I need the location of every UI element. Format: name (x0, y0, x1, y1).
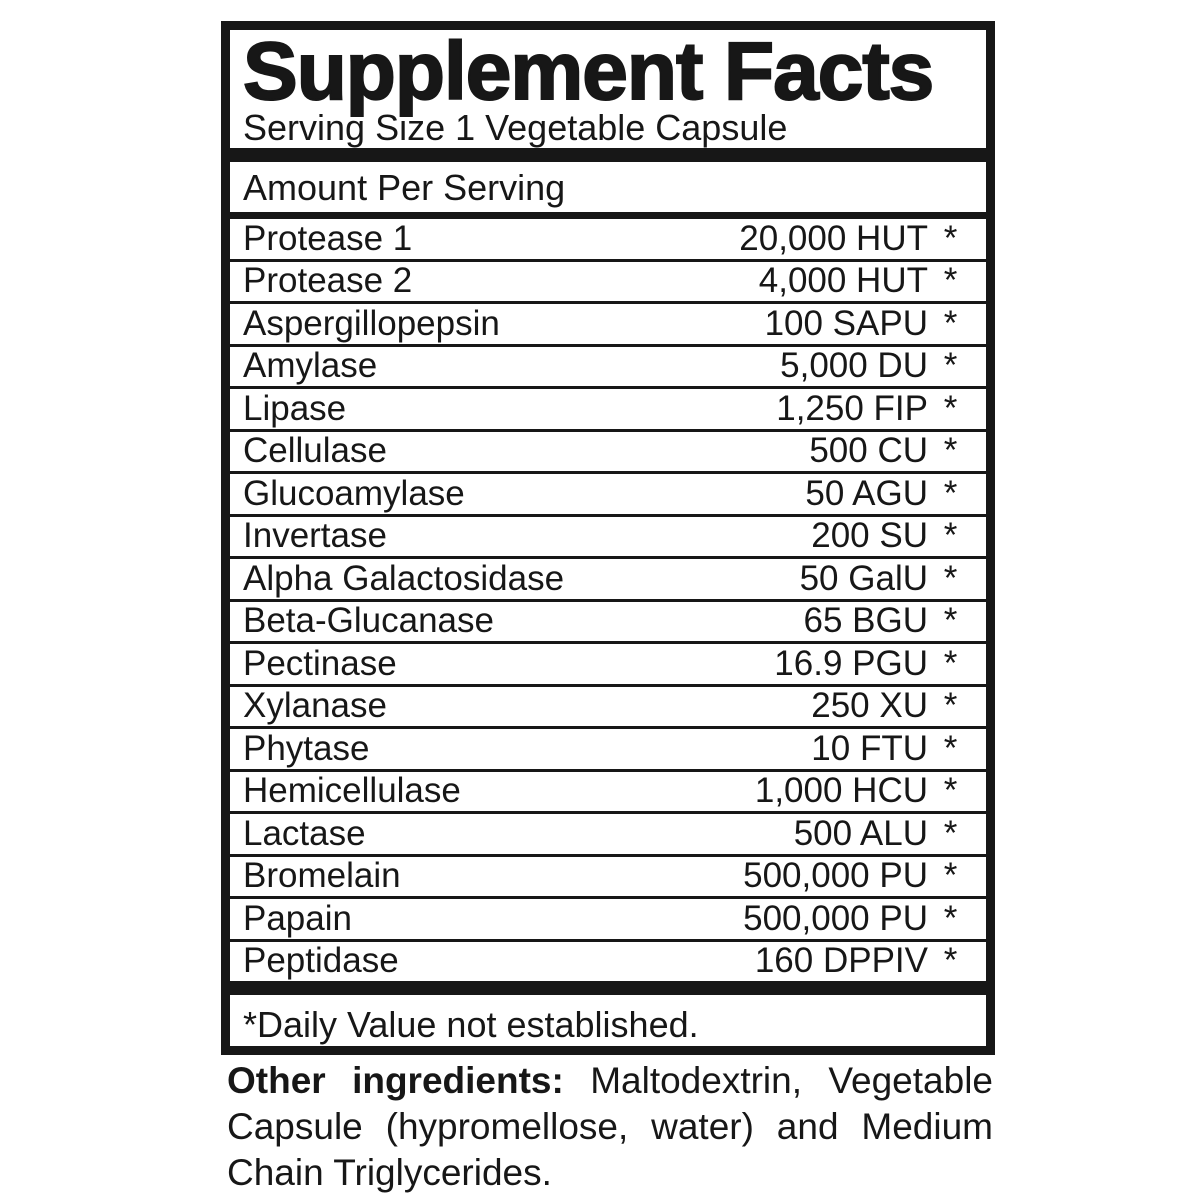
daily-value-asterisk: * (943, 261, 958, 301)
ingredient-name: Cellulase (243, 431, 387, 471)
ingredient-amount: 100 SAPU (764, 303, 928, 343)
daily-value-asterisk: * (943, 558, 958, 598)
ingredient-amount: 5,000 DU (780, 346, 928, 386)
ingredient-amount: 16.9 PGU (774, 643, 928, 683)
table-row (230, 729, 986, 772)
ingredient-amount: 20,000 HUT (739, 218, 928, 258)
daily-value-asterisk: * (943, 516, 958, 556)
ingredient-name: Bromelain (243, 856, 401, 896)
daily-value-asterisk: * (943, 813, 958, 853)
daily-value-asterisk: * (943, 431, 958, 471)
supplement-facts-panel (221, 21, 995, 1055)
table-row (230, 602, 986, 645)
serving-size-text: Serving Size 1 Vegetable Capsule (243, 107, 788, 148)
ingredient-name: Glucoamylase (243, 473, 465, 513)
ingredient-name: Lipase (243, 388, 347, 428)
daily-value-asterisk: * (943, 728, 958, 768)
ingredient-name: Alpha Galactosidase (243, 558, 565, 598)
table-row (230, 219, 986, 262)
ingredient-amount: 160 DPPIV (754, 941, 928, 981)
other-ingredients-text: Maltodextrin, Vegetable Capsule (hypromellose, water) and Medium Chain Triglycerides. (227, 1060, 993, 1193)
ingredient-name: Lactase (243, 813, 366, 853)
table-row (230, 262, 986, 305)
ingredient-name: Hemicellulase (243, 771, 461, 811)
other-ingredients-paragraph (227, 1058, 993, 1196)
ingredient-name: Invertase (243, 516, 387, 556)
ingredient-name: Aspergillopepsin (243, 303, 500, 343)
ingredient-name: Pectinase (243, 643, 397, 683)
table-row (230, 389, 986, 432)
daily-value-asterisk: * (943, 388, 958, 428)
ingredient-amount: 65 BGU (803, 601, 928, 641)
ingredient-amount: 10 FTU (811, 728, 928, 768)
ingredient-name: Phytase (243, 728, 370, 768)
table-row (230, 942, 986, 982)
table-row (230, 517, 986, 560)
other-ingredients-label: Other ingredients: (227, 1060, 564, 1101)
ingredient-name: Xylanase (243, 686, 387, 726)
ingredient-amount: 250 XU (811, 686, 928, 726)
divider-medium (230, 212, 986, 219)
ingredient-amount: 1,250 FIP (776, 388, 928, 428)
ingredient-table (230, 219, 986, 981)
ingredient-amount: 1,000 HCU (754, 771, 928, 811)
daily-value-asterisk: * (943, 686, 958, 726)
divider-thick-bottom (230, 981, 986, 995)
ingredient-amount: 500 CU (809, 431, 928, 471)
ingredient-name: Peptidase (243, 941, 399, 981)
daily-value-asterisk: * (943, 218, 958, 258)
table-row (230, 347, 986, 390)
ingredient-amount: 500,000 PU (743, 856, 928, 896)
daily-value-asterisk: * (943, 601, 958, 641)
table-row (230, 559, 986, 602)
daily-value-asterisk: * (943, 346, 958, 386)
ingredient-amount: 500,000 PU (743, 898, 928, 938)
daily-value-asterisk: * (943, 473, 958, 513)
ingredient-name: Protease 1 (243, 218, 413, 258)
daily-value-asterisk: * (943, 856, 958, 896)
ingredient-amount: 50 AGU (805, 473, 928, 513)
daily-value-asterisk: * (943, 303, 958, 343)
divider-thick-top (230, 148, 986, 162)
amount-per-serving-header: Amount Per Serving (243, 167, 566, 208)
table-row (230, 814, 986, 857)
table-row (230, 857, 986, 900)
ingredient-name: Papain (243, 898, 352, 938)
daily-value-asterisk: * (943, 771, 958, 811)
ingredient-amount: 500 ALU (793, 813, 928, 853)
daily-value-asterisk: * (943, 643, 958, 683)
table-row (230, 772, 986, 815)
panel-title: Supplement Facts (243, 26, 934, 117)
table-row (230, 899, 986, 942)
ingredient-name: Amylase (243, 346, 378, 386)
table-row (230, 474, 986, 517)
ingredient-name: Protease 2 (243, 261, 413, 301)
daily-value-asterisk: * (943, 941, 958, 981)
table-row (230, 432, 986, 475)
ingredient-amount: 200 SU (811, 516, 928, 556)
ingredient-amount: 4,000 HUT (758, 261, 928, 301)
table-row (230, 644, 986, 687)
ingredient-amount: 50 GalU (799, 558, 928, 598)
ingredient-name: Beta-Glucanase (243, 601, 494, 641)
daily-value-asterisk: * (943, 898, 958, 938)
daily-value-footnote: *Daily Value not established. (243, 1004, 699, 1045)
table-row (230, 687, 986, 730)
table-row (230, 304, 986, 347)
